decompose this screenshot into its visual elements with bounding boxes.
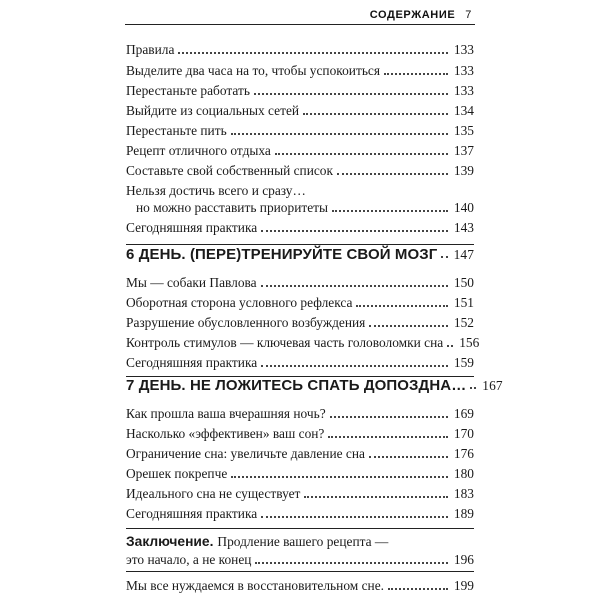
toc-entry-title: Ограничение сна: увеличьте давление сна (126, 446, 365, 461)
dot-leader (231, 476, 448, 478)
toc-entry (126, 442, 474, 462)
toc-entry-page: 143 (453, 220, 474, 235)
toc-entry-line1: Нельзя достичь всего и сразу… (126, 183, 306, 198)
dot-leader (369, 456, 448, 458)
dot-leader (255, 562, 447, 564)
toc-entry-title: Как прошла ваша вчерашняя ночь? (126, 406, 326, 421)
toc-entry-page: 134 (453, 103, 474, 118)
toc-entry (126, 291, 474, 311)
dot-leader (261, 285, 448, 287)
dot-leader (303, 113, 448, 115)
toc-entry-title: но можно расставить приоритеты (136, 200, 329, 215)
toc-entry-title: Правила (126, 42, 175, 57)
toc-entry-page: 159 (453, 355, 474, 370)
page-number: 7 (465, 9, 472, 21)
running-header (370, 7, 472, 23)
dot-leader (261, 516, 448, 518)
toc-entry-page: 196 (453, 552, 474, 567)
toc-entry-title: Составьте свой собственный список (126, 163, 334, 178)
toc-entry-title: Мы все нуждаемся в восстановительном сне. (126, 578, 384, 593)
dot-leader (470, 387, 476, 389)
dot-leader (178, 52, 447, 54)
toc-entry-title: Разрушение обусловленного возбуждения (126, 315, 366, 330)
conclusion-text: Продление вашего рецепта — (217, 534, 389, 549)
toc-entry-page: 180 (453, 466, 474, 481)
dot-leader (328, 436, 448, 438)
dot-leader (330, 416, 448, 418)
toc-entry (126, 159, 474, 179)
toc-entry-title: Мы — собаки Павлова (126, 275, 257, 290)
dot-leader (369, 325, 448, 327)
toc-entry-title: Оборотная сторона условного рефлекса (126, 295, 353, 310)
toc-entry (126, 548, 474, 568)
dot-leader (231, 133, 448, 135)
toc-entry-page: 183 (453, 486, 474, 501)
toc-entry (126, 502, 474, 522)
toc-entry-page: 199 (453, 578, 474, 593)
toc-entry-page: 133 (453, 83, 474, 98)
toc-entry-page: 139 (453, 163, 474, 178)
toc-entry-title: Идеального сна не существует (126, 486, 301, 501)
toc-entry-title: Выйдите из социальных сетей (126, 103, 300, 118)
chapter-title: 6 ДЕНЬ. (ПЕРЕ)ТРЕНИРУЙТЕ СВОЙ МОЗГ (126, 246, 438, 263)
conclusion-label: Заключение. (126, 534, 214, 549)
dot-leader (332, 210, 448, 212)
chapter-page: 167 (482, 378, 503, 393)
toc-entry-page: 169 (453, 406, 474, 421)
toc-entry (126, 79, 474, 99)
toc-entry (126, 351, 474, 371)
toc-entry-page: 152 (453, 315, 474, 330)
chapter-title: 7 ДЕНЬ. НЕ ЛОЖИТЕСЬ СПАТЬ ДОПОЗДНА… (126, 377, 467, 394)
toc-entry-page: 133 (453, 63, 474, 78)
toc-entry (126, 462, 474, 482)
dot-leader (337, 173, 448, 175)
dot-leader (356, 305, 447, 307)
toc-entry (126, 119, 474, 139)
toc-entry (126, 311, 474, 331)
toc-entry (126, 216, 474, 236)
toc-entry (136, 196, 474, 216)
toc-entry-page: 150 (453, 275, 474, 290)
dot-leader (447, 345, 453, 347)
toc-entry (126, 574, 474, 594)
toc-entry-title: Сегодняшняя практика (126, 355, 258, 370)
toc-entry-page: 140 (453, 200, 474, 215)
toc-entry-title: Перестаньте работать (126, 83, 250, 98)
toc-entry-title: Орешек покрепче (126, 466, 228, 481)
dot-leader (261, 365, 448, 367)
chapter-heading (126, 374, 503, 394)
toc-entry-title: Контроль стимулов — ключевая часть головоломки сна (126, 335, 444, 350)
toc-entry-title: Перестаньте пить (126, 123, 227, 138)
toc-entry-title: Сегодняшняя практика (126, 506, 258, 521)
toc-entry (126, 482, 474, 502)
toc-entry (126, 38, 474, 58)
toc-entry (126, 59, 474, 79)
toc-entry-page: 170 (453, 426, 474, 441)
toc-entry-title: Рецепт отличного отдыха (126, 143, 271, 158)
toc-entry-page: 151 (453, 295, 474, 310)
chapter-heading (126, 243, 474, 263)
header-rule (125, 24, 475, 25)
section-divider (126, 571, 474, 572)
toc-entry (126, 99, 474, 119)
dot-leader (275, 153, 448, 155)
toc-entry (126, 271, 474, 291)
toc-entry-page: 137 (453, 143, 474, 158)
toc-entry-page: 156 (459, 335, 480, 350)
section-title: СОДЕРЖАНИЕ (369, 9, 456, 21)
toc-entry (126, 422, 474, 442)
dot-leader (254, 93, 448, 95)
toc-entry (126, 402, 474, 422)
dot-leader (384, 73, 448, 75)
conclusion-line1 (126, 530, 388, 550)
toc-entry (126, 331, 480, 351)
section-divider (126, 528, 474, 529)
toc-entry-page: 189 (453, 506, 474, 521)
toc-entry-page: 135 (453, 123, 474, 138)
toc-entry-page: 176 (453, 446, 474, 461)
dot-leader (304, 496, 448, 498)
toc-entry-title: это начало, а не конец (126, 552, 252, 567)
toc-entry-title: Насколько «эффективен» ваш сон? (126, 426, 325, 441)
chapter-page: 147 (453, 247, 474, 262)
toc-entry-page: 133 (453, 42, 474, 57)
toc-entry (126, 139, 474, 159)
toc-entry-title: Сегодняшняя практика (126, 220, 258, 235)
dot-leader (261, 230, 448, 232)
dot-leader (388, 588, 448, 590)
dot-leader (441, 256, 447, 258)
toc-entry-title: Выделите два часа на то, чтобы успокоиться (126, 63, 381, 78)
